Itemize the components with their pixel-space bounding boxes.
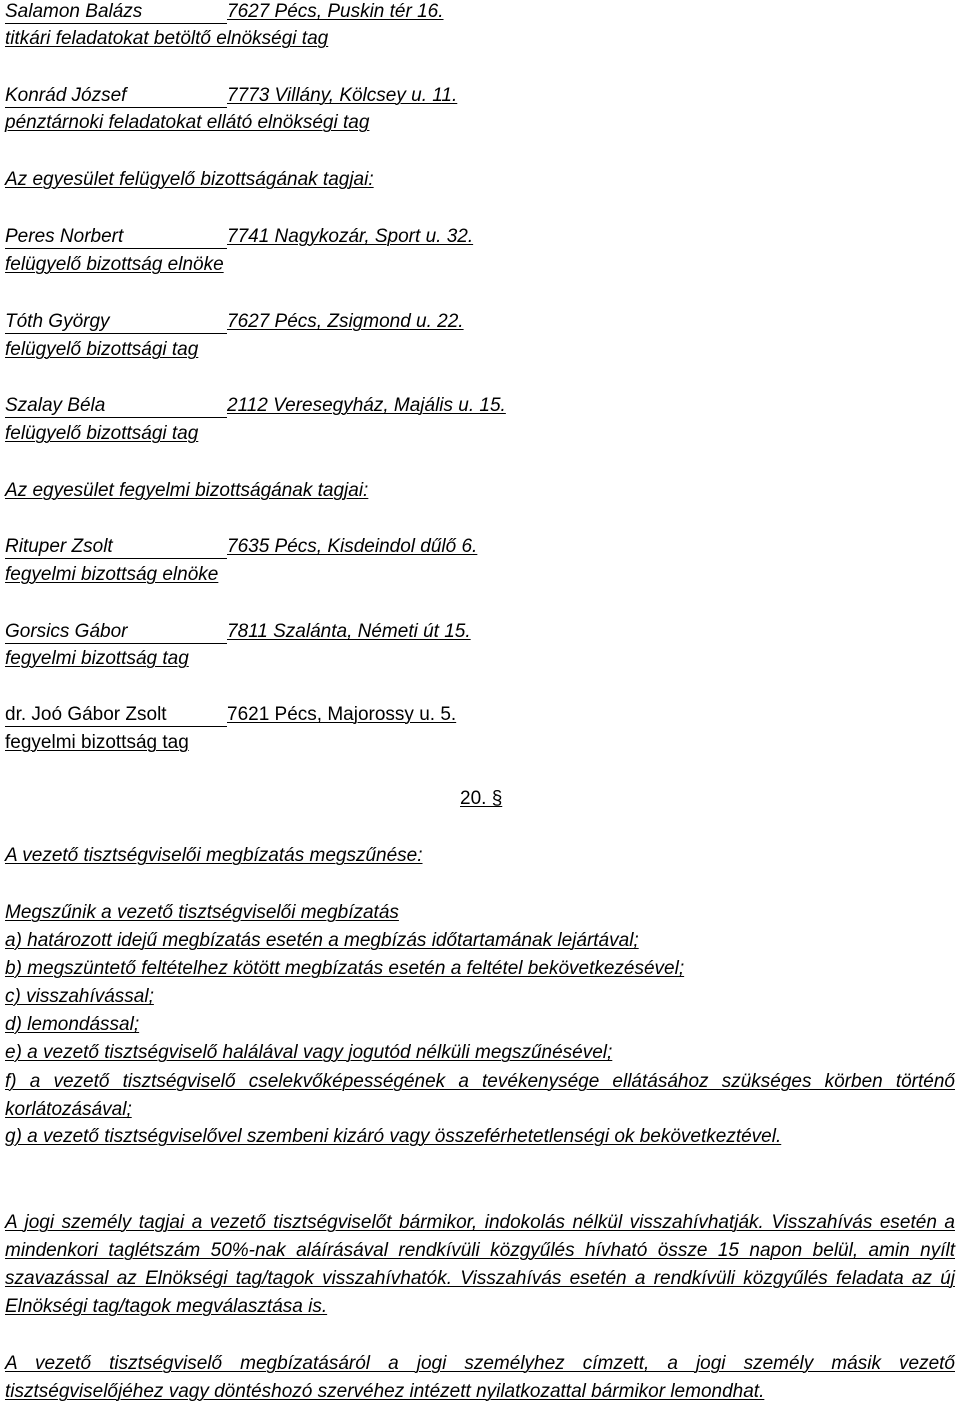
member-entry — [5, 310, 464, 334]
list-item-text: f) a vezető tisztségviselő cselekvőképességének a tevékenysége ellátásához szükséges körben történő korlátozásával; — [5, 1071, 955, 1120]
member-entry — [5, 620, 471, 644]
member-address: 7741 Nagykozár, Sport u. 32. — [227, 226, 474, 247]
member-name: Szalay Béla — [5, 395, 227, 418]
member-role: felügyelő bizottsági tag — [5, 423, 199, 444]
member-entry — [5, 703, 456, 727]
member-role: fegyelmi bizottság elnöke — [5, 564, 219, 585]
member-address: 7773 Villány, Kölcsey u. 11. — [227, 85, 458, 106]
list-item: a) határozott idejű megbízatás esetén a megbízás időtartamának lejártával; — [5, 930, 639, 951]
section-intro: Megszűnik a vezető tisztségviselői megbízatás — [5, 902, 399, 923]
member-name: Peres Norbert — [5, 226, 227, 249]
list-item: b) megszüntető feltételhez kötött megbízatás esetén a feltétel bekövetkezésével; — [5, 958, 685, 979]
section-number: 20. § — [460, 788, 503, 809]
supervisory-heading: Az egyesület felügyelő bizottságának tagjai: — [5, 169, 374, 190]
list-item: g) a vezető tisztségviselővel szembeni kizáró vagy összeférhetetlenségi ok bekövetkeztével. — [5, 1126, 782, 1147]
member-role: felügyelő bizottság elnöke — [5, 254, 224, 275]
member-name: Salamon Balázs — [5, 1, 227, 24]
list-item — [5, 1068, 955, 1124]
member-role: pénztárnoki feladatokat ellátó elnökségi tag — [5, 112, 370, 133]
member-entry — [5, 394, 506, 418]
member-entry — [5, 225, 473, 249]
member-entry — [5, 0, 444, 24]
member-address: 7627 Pécs, Zsigmond u. 22. — [227, 311, 464, 332]
member-role: felügyelő bizottsági tag — [5, 339, 199, 360]
paragraph-text: A jogi személy tagjai a vezető tisztségviselőt bármikor, indokolás nélkül visszahívhatják. Visszahívás esetén a mindenkori taglétszám 50%-nak aláírásával rendkívüli közgyűlés hívható össze 15 napon belül, amin nyílt szavazással az Elnökségi tag/tagok visszahívhatók. Visszahívás esetén a rendkívüli közgyűlés feladata az új Elnökségi tag/tagok megválasztása is. — [5, 1212, 955, 1317]
member-entry — [5, 84, 457, 108]
member-entry — [5, 535, 477, 559]
paragraph — [5, 1350, 955, 1406]
member-role: titkári feladatokat betöltő elnökségi tag — [5, 28, 329, 49]
disciplinary-heading: Az egyesület fegyelmi bizottságának tagjai: — [5, 480, 369, 501]
member-name: Gorsics Gábor — [5, 621, 227, 644]
member-name: Konrád József — [5, 85, 227, 108]
member-address: 7627 Pécs, Puskin tér 16. — [227, 1, 444, 22]
paragraph-text: A vezető tisztségviselő megbízatásáról a jogi személyhez címzett, a jogi személy másik vezető tisztségviselőjéhez vagy döntéshozó szervéhez intézett nyilatkozattal bármikor lemondhat. — [5, 1353, 955, 1402]
section-title: A vezető tisztségviselői megbízatás megszűnése: — [5, 845, 423, 866]
member-name: Tóth György — [5, 311, 227, 334]
member-role: fegyelmi bizottság tag — [5, 732, 189, 753]
member-role: fegyelmi bizottság tag — [5, 648, 189, 669]
member-name: Rituper Zsolt — [5, 536, 227, 559]
paragraph — [5, 1209, 955, 1321]
member-name: dr. Joó Gábor Zsolt — [5, 704, 227, 727]
member-address: 7621 Pécs, Majorossy u. 5. — [227, 704, 457, 725]
list-item: d) lemondással; — [5, 1014, 140, 1035]
member-address: 7635 Pécs, Kisdeindol dűlő 6. — [227, 536, 478, 557]
list-item: e) a vezető tisztségviselő halálával vagy jogutód nélküli megszűnésével; — [5, 1042, 613, 1063]
member-address: 2112 Veresegyház, Majális u. 15. — [227, 395, 506, 416]
list-item: c) visszahívással; — [5, 986, 154, 1007]
member-address: 7811 Szalánta, Németi út 15. — [227, 621, 471, 642]
